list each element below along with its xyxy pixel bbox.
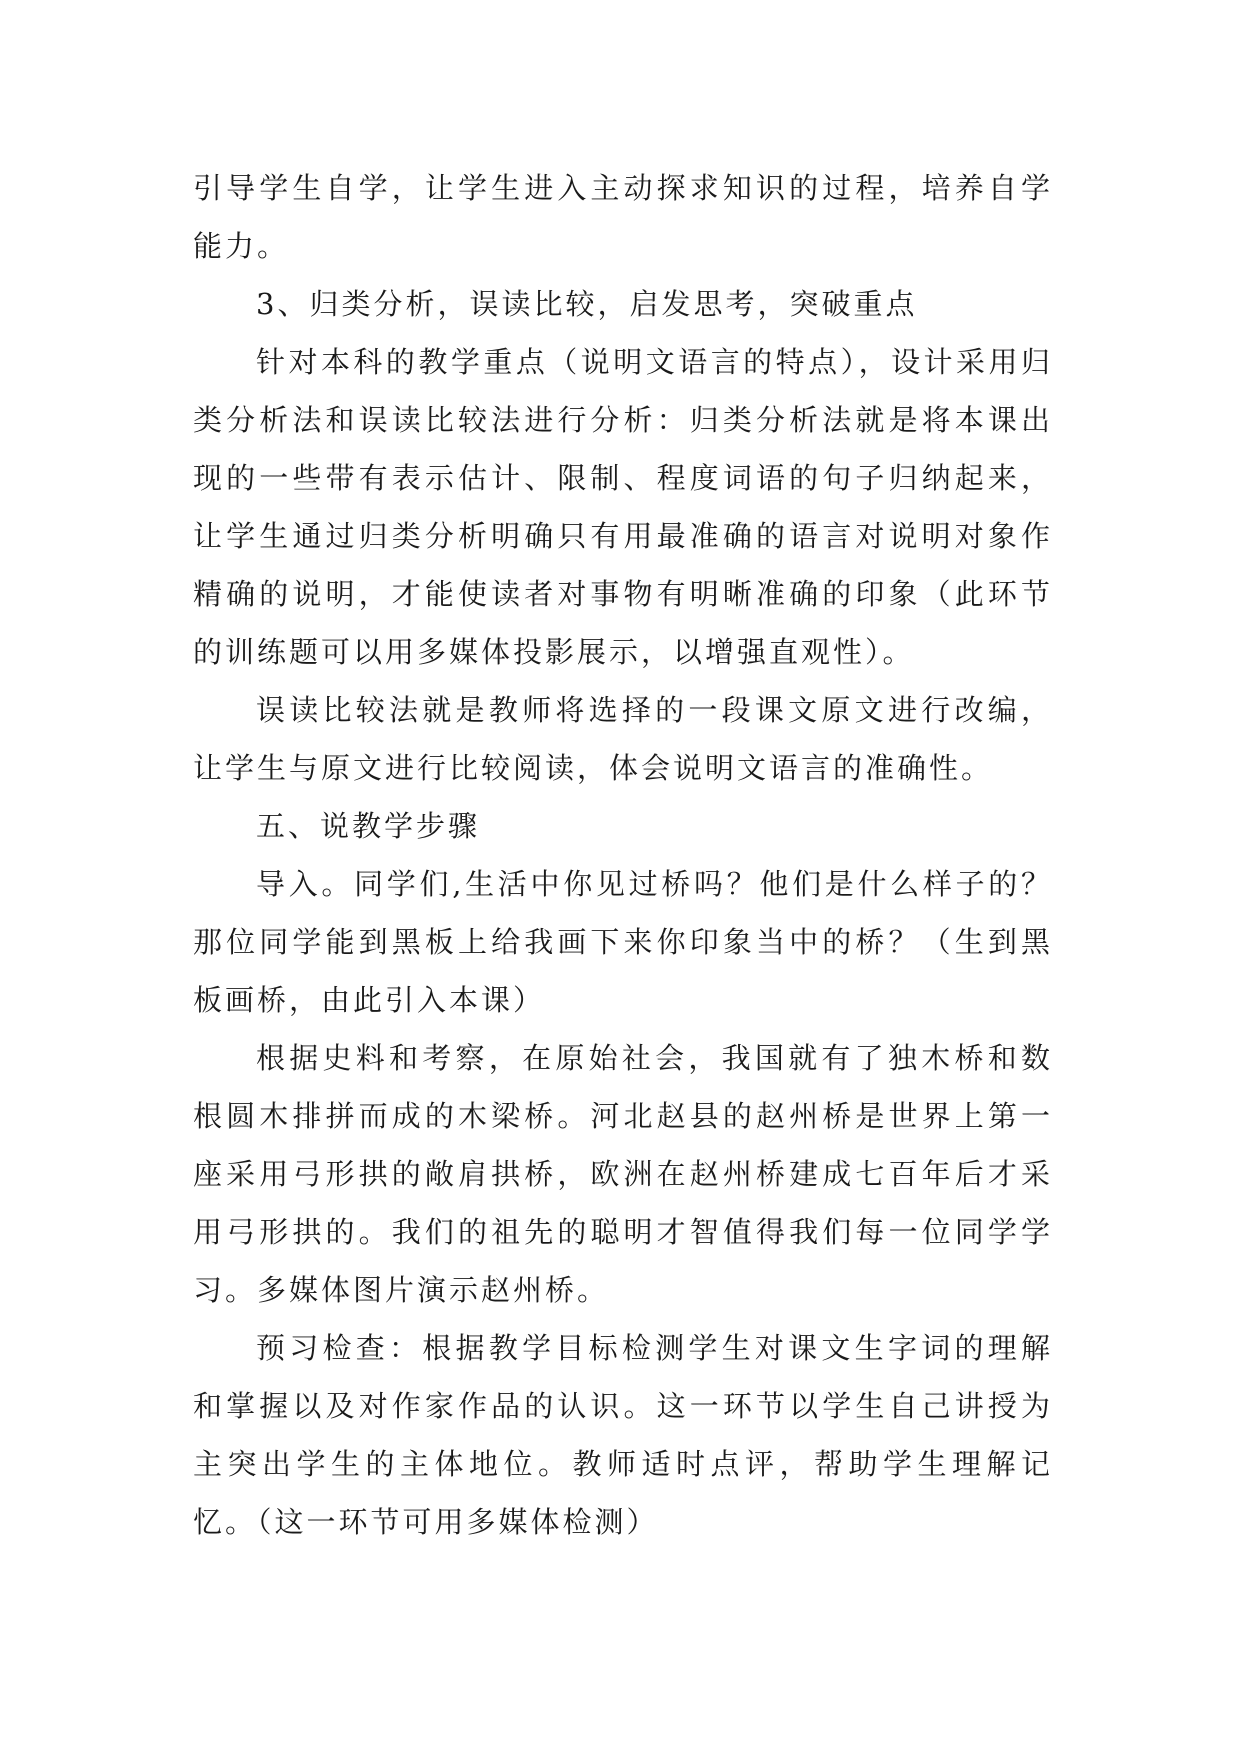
paragraph-4: 误读比较法就是教师将选择的一段课文原文进行改编，让学生与原文进行比较阅读，体会说明文语言的准确性。 [193,693,1053,785]
section-heading: 五、说教学步骤 [256,809,481,843]
paragraph-6: 导入。同学们,生活中你见过桥吗？他们是什么样子的？那位同学能到黑板上给我画下来你印象当中的桥？（生到黑板画桥，由此引入本课） [193,867,1053,1017]
paragraph-8: 预习检查：根据教学目标检测学生对课文生字词的理解和掌握以及对作家作品的认识。这一环节以学生自己讲授为主突出学生的主体地位。教师适时点评，帮助学生理解记忆。（这一环节可用多媒体检测） [193,1331,1053,1539]
paragraph-1: 引导学生自学，让学生进入主动探求知识的过程，培养自学能力。 [193,171,1053,263]
paragraph-2: 3、归类分析，误读比较，启发思考，突破重点 [256,287,918,321]
paragraph-3: 针对本科的教学重点（说明文语言的特点），设计采用归类分析法和误读比较法进行分析：归类分析法就是将本课出现的一些带有表示估计、限制、程度词语的句子归纳起来，让学生通过归类分析明确只有用最准确的语言对说明对象作精确的说明，才能使读者对事物有明晰准确的印象（此环节的训练题可以用多媒体投影展示，以增强直观性）。 [193,345,1053,669]
document-body [193,159,1053,1551]
paragraph-7: 根据史料和考察，在原始社会，我国就有了独木桥和数根圆木排拼而成的木梁桥。河北赵县的赵州桥是世界上第一座采用弓形拱的敞肩拱桥，欧洲在赵州桥建成七百年后才采用弓形拱的。我们的祖先的聪明才智值得我们每一位同学学习。多媒体图片演示赵州桥。 [193,1041,1053,1307]
